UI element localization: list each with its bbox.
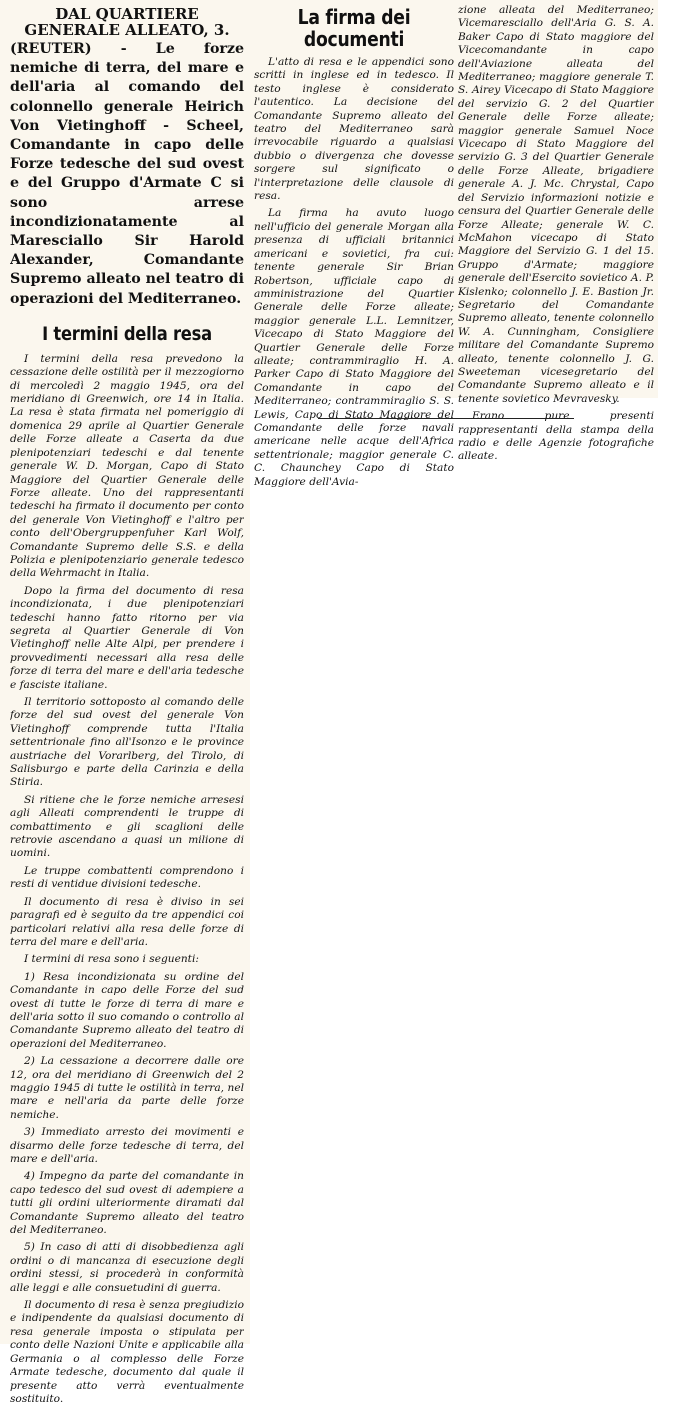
paragraph: zione alleata del Mediterraneo; Vicemaresciallo dell'Aria G. S. A. Baker Capo di Stato maggiore del Vicecomandante in capo dell'Aviazione alleata del Mediterraneo; maggiore generale T. S. Airey Vicecapo di Stato Maggiore del servizio G. 2 del Quartier Generale delle Forze alleate; maggior generale Samuel Noce Vicecapo di Stato Maggiore del servizio G. 3 del Quartier Generale delle Forze Alleate, brigadiere generale A. J. Mc. Chrystal, Capo del Servizio informazioni notizie e censura del Quartier Generale delle Forze Alleate; generale W. C. McMahon vicecapo di Stato Maggiore del Servizio G. 1 del 15. Gruppo d'Armate; maggiore generale dell'Esercito sovietico A. P. Kislenko; colonnello J. E. Bastion Jr. Segretario del Comandante Supremo alleato, tenente colonnello W. A. Cunningham, Consigliere militare del Comandante Supremo alleato, tenente colonnello J. G. Sweeteman vicesegretario del Comandante Supremo alleato e il tenente sovietico Mevravesky. xyxy=(458,4,654,405)
column-2 xyxy=(254,6,454,493)
paragraph: 2) La cessazione a decorrere dalle ore 12, ora del meridiano di Greenwich del 2 maggio 1945 di tutte le ostilità in terra, nel mare e nell'aria da parte delle forze nemiche. xyxy=(10,1055,244,1121)
paragraph: I termini di resa sono i seguenti: xyxy=(24,953,199,966)
paragraph: Il documento di resa è senza pregiudizio e indipendente da qualsiasi documento di resa generale imposta o stipulata per conto delle Nazioni Unite e applicabile alla Germania o al complesso delle Forze Armate tedesche, documento dal quale il presente atto verrà eventualmente sostituito. xyxy=(10,1299,244,1405)
paragraph: 5) In caso di atti di disobbedienza agli ordini o di mancanza di esecuzione degli ordini stessi, si procederà in conformità alle leggi e alle consuetudini di guerra. xyxy=(10,1241,244,1294)
dateline: DAL QUARTIERE GENERALE ALLEATO, 3. xyxy=(24,6,230,39)
headline-signing: La firma dei documenti xyxy=(297,6,411,51)
paragraph: I termini della resa prevedono la cessazione delle ostilità per il mezzogiorno di mercoledì 2 maggio 1945, ora del meridiano di Greenwich, ore 14 in Italia. La resa è stata firmata nel pomeriggio di domenica 29 aprile al Quartier Generale delle Forze alleate a Caserta da due plenipotenziari tedeschi e dal tenente generale W. D. Morgan, Capo di Stato Maggiore del Quartier Generale delle Forze alleate. Uno dei rappresentanti tedeschi ha firmato il documento per conto del generale Von Vietinghoff e l'altro per conto dell'Obergruppenfuher Karl Wolf, Comandante Supremo delle S.S. e della Polizia e plenipotenziario generale tedesco della Wehrmacht in Italia. xyxy=(10,352,244,580)
paragraph: Il documento di resa è diviso in sei paragrafi ed è seguito da tre appendici coi particolari relativi alla resa delle forze di terra del mare e dell'aria. xyxy=(10,895,244,948)
column-1 xyxy=(10,6,244,1410)
article-body-1 xyxy=(10,353,244,1406)
paragraph: L'atto di resa e le appendici sono scritti in inglese ed in tedesco. Il testo inglese è considerato l'autentico. La decisione del Comandante Supremo alleato del teatro del Mediterraneo sarà irrevocabile riguardo a qualsiasi dubbio o divergenza che dovesse sorgere sul significato o l'interpretazione delle clausole di resa. xyxy=(254,56,454,203)
paragraph: 4) Impegno da parte del comandante in capo tedesco del sud ovest di adempiere a tutti gli ordini ulteriormente diramati dal Comandante Supremo alleato del teatro del Mediterraneo. xyxy=(10,1170,244,1237)
paragraph: Il territorio sottoposto al comando delle forze del sud ovest del generale Von Vietinghoff comprende tutta l'Italia settentrionale fino all'Isonzo e le province austriache del Vorarlberg, del Tirolo, di Salisburgo e parte della Carinzia e della Stiria. xyxy=(10,696,244,789)
paragraph: Erano pure presenti rappresentanti della stampa della radio e delle Agenzie fotografiche alleate. xyxy=(458,410,654,463)
paragraph: La firma ha avuto luogo nell'ufficio del generale Morgan alla presenza di ufficiali britannici americani e sovietici, fra cui: tenente generale Sir Brian Robertson, ufficiale capo di amministrazione del Quartier Generale delle Forze alleate; maggior generale L.L. Lemnitzer, Vicecapo di Stato Maggiore del Quartier Generale delle Forze alleate; contrammiraglio H. A. Parker Capo di Stato Maggiore del Comandante in capo del Mediterraneo; contrammiraglio S. S. Lewis, Capo di Stato Maggiore del Comandante delle forze navali americane nelle acque dell'Africa settentrionale; maggior generale C. C. Chaunchey Capo di Stato Maggiore dell'Avia- xyxy=(254,207,454,488)
paragraph: 3) Immediato arresto dei movimenti e disarmo delle forze tedesche di terra, del mare e dell'aria. xyxy=(10,1126,244,1165)
paragraph: 1) Resa incondizionata su ordine del Comandante in capo delle Forze del sud ovest di tutte le forze di terra di mare e dell'aria sotto il suo comando o controllo al Comandante Supremo alleato del teatro di operazioni del Mediterraneo. xyxy=(10,970,244,1050)
paragraph: Dopo la firma del documento di resa incondizionata, i due plenipotenziari tedeschi hanno fatto ritorno per via segreta al Quartier Generale di Von Vietinghoff nelle Alte Alpi, per prendere i provvedimenti necessari alla resa delle forze di terra del mare e dell'aria tedesche e fasciste italiane. xyxy=(10,584,244,691)
lead-paragraph: (REUTER) - Le forze nemiche di terra, del mare e dell'aria al comando del colonnello generale Heirich Von Vietinghoff - Scheel, Comandante in capo delle Forze tedesche del sud ovest e del Gruppo d'Armate C si sono arrese incondizionatamente al Maresciallo Sir Harold Alexander, Comandante Supremo alleato nel teatro di operazioni del Mediterraneo. xyxy=(10,41,244,307)
column-3 xyxy=(458,4,654,468)
end-rule xyxy=(318,418,574,419)
headline-terms: I termini della resa xyxy=(42,322,212,345)
paragraph: Le truppe combattenti comprendono i resti di ventidue divisioni tedesche. xyxy=(10,864,244,891)
paragraph: Si ritiene che le forze nemiche arresesi agli Alleati comprendenti le truppe di combattimento e gli scaglioni delle retrovie ascendano a quasi un milione di uomini. xyxy=(10,793,244,860)
